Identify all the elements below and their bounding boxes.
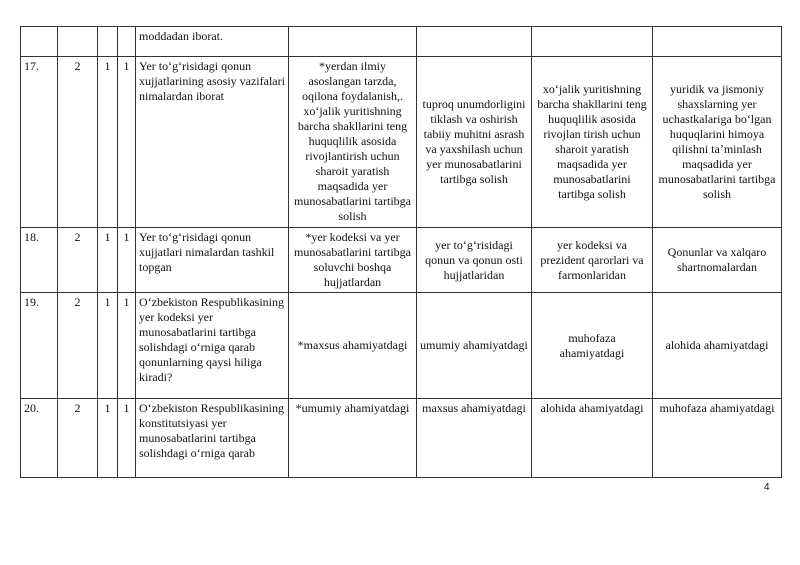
cell-c3: 1	[118, 293, 136, 399]
cell-c2: 1	[98, 228, 118, 293]
cell-c2: 1	[98, 293, 118, 399]
cell-question: Oʻzbekiston Respublikasining konstitutsiyasi yer munosabatlarini tartibga solishdagi oʻrniga qarab	[136, 399, 289, 478]
cell-answer-2	[417, 27, 532, 57]
cell-num: 19.	[21, 293, 58, 399]
table-row	[21, 293, 782, 399]
cell-c2	[98, 27, 118, 57]
cell-answer-4: Qonunlar va xalqaro shartnomalardan	[653, 228, 782, 293]
table-row	[21, 399, 782, 478]
cell-answer-2: yer toʻgʻrisidagi qonun va qonun osti hujjatlaridan	[417, 228, 532, 293]
cell-answer-correct: *yer kodeksi va yer munosabatlarini tartibga soluvchi boshqa hujjatlardan	[289, 228, 417, 293]
cell-c2: 1	[98, 57, 118, 228]
cell-c3: 1	[118, 399, 136, 478]
table-row	[21, 27, 782, 57]
cell-answer-4: yuridik va jismoniy shaxslarning yer uchastkalariga boʻlgan huquqlarini himoya qilishni taʼminlash maqsadida yer munosabatlarini tartibga solish	[653, 57, 782, 228]
cell-c2: 1	[98, 399, 118, 478]
cell-answer-3: alohida ahamiyatdagi	[532, 399, 653, 478]
cell-answer-3: yer kodeksi va prezident qarorlari va farmonlaridan	[532, 228, 653, 293]
table-row	[21, 57, 782, 228]
question-table	[20, 26, 782, 478]
cell-question: Yer toʻgʻrisidagi qonun xujjatlarining asosiy vazifalari nimalardan iborat	[136, 57, 289, 228]
cell-answer-2: umumiy ahamiyatdagi	[417, 293, 532, 399]
page-number: 4	[764, 482, 770, 493]
cell-c1: 2	[58, 399, 98, 478]
cell-question: Yer toʻgʻrisidagi qonun xujjatlari nimalardan tashkil topgan	[136, 228, 289, 293]
cell-answer-3: muhofaza ahamiyatdagi	[532, 293, 653, 399]
table-row	[21, 228, 782, 293]
cell-answer-4: muhofaza ahamiyatdagi	[653, 399, 782, 478]
cell-answer-correct	[289, 27, 417, 57]
cell-c1	[58, 27, 98, 57]
cell-num: 20.	[21, 399, 58, 478]
cell-answer-2: maxsus ahamiyatdagi	[417, 399, 532, 478]
cell-question: moddadan iborat.	[136, 27, 289, 57]
cell-c1: 2	[58, 293, 98, 399]
cell-answer-4	[653, 27, 782, 57]
cell-answer-2: tuproq unumdorligini tiklash va oshirish tabiiy muhitni asrash va yaxshilash uchun yer munosabatlarini tartibga solish	[417, 57, 532, 228]
cell-answer-correct: *yerdan ilmiy asoslangan tarzda, oqilona foydalanish,. xoʻjalik yuritishning barcha shakllarini teng huquqlilik asosida rivojlantirish uchun sharoit yaratish maqsadida yer munosabatlarini tartibga solish	[289, 57, 417, 228]
cell-answer-3: xoʻjalik yuritishning barcha shakllarini teng huquqlilik asosida rivojlan tirish uchun sharoit yaratish maqsadida yer munosabatlarini tartibga solish	[532, 57, 653, 228]
cell-answer-correct: *maxsus ahamiyatdagi	[289, 293, 417, 399]
cell-num: 17.	[21, 57, 58, 228]
cell-c3: 1	[118, 228, 136, 293]
cell-num	[21, 27, 58, 57]
cell-answer-4: alohida ahamiyatdagi	[653, 293, 782, 399]
cell-c3: 1	[118, 57, 136, 228]
cell-answer-correct: *umumiy ahamiyatdagi	[289, 399, 417, 478]
cell-num: 18.	[21, 228, 58, 293]
cell-question: Oʻzbekiston Respublikasining yer kodeksi yer munosabatlarini tartibga solishdagi oʻrniga qarab qonunlarning qaysi hiliga kiradi?	[136, 293, 289, 399]
cell-answer-3	[532, 27, 653, 57]
cell-c1: 2	[58, 228, 98, 293]
cell-c3	[118, 27, 136, 57]
cell-c1: 2	[58, 57, 98, 228]
